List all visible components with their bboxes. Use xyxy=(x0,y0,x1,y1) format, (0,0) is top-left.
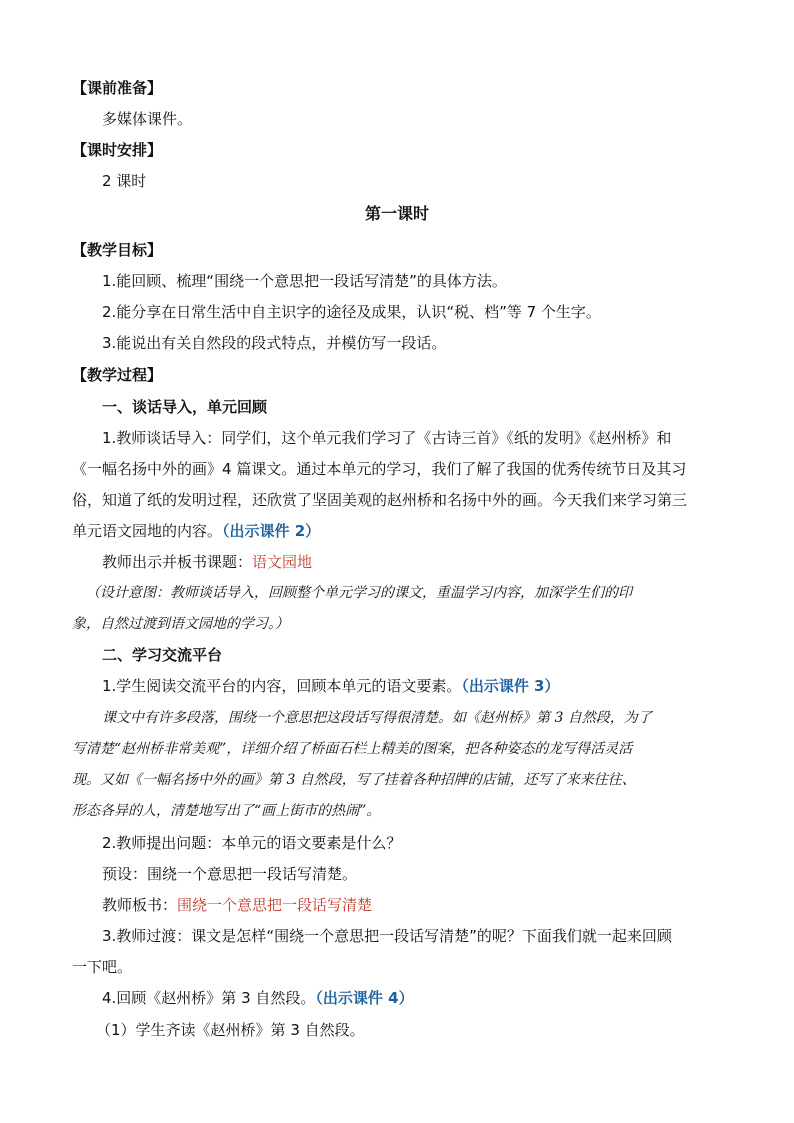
paragraph-1-line-2: 《一幅名扬中外的画》4 篇课文。通过本单元的学习，我们了解了我国的优秀传统节日及其习 xyxy=(72,460,687,478)
paragraph-6 xyxy=(102,895,724,915)
design-intent-line-1: （设计意图：教师谈话导入，回顾整个单元学习的课文，重温学习内容，加深学生们的印 xyxy=(86,585,632,601)
paragraph-3 xyxy=(102,676,724,696)
paragraph-8 xyxy=(102,988,724,1008)
process-header: 【教学过程】 xyxy=(72,366,163,384)
paragraph-6-prefix: 教师板书： xyxy=(102,896,178,914)
paragraph-9: （1）学生齐读《赵州桥》第 3 自然段。 xyxy=(96,1021,365,1039)
quote-line-1: 课文中有许多段落，围绕一个意思把这段话写得很清楚。如《赵州桥》第 3 自然段，为了 xyxy=(102,710,652,726)
design-intent-line-2: 象，自然过渡到语文园地的学习。） xyxy=(72,616,289,632)
schedule-text: 2 课时 xyxy=(102,172,147,190)
goals-header: 【教学目标】 xyxy=(72,241,163,259)
paragraph-1-line-4 xyxy=(72,521,724,541)
lesson-title: 第一课时 xyxy=(364,204,429,223)
paragraph-8-text: 4.回顾《赵州桥》第 3 自然段。 xyxy=(102,989,316,1007)
prep-header: 【课前准备】 xyxy=(72,79,163,97)
paragraph-7-line-2: 一下吧。 xyxy=(72,958,133,976)
paragraph-7-line-1: 3.教师过渡：课文是怎样“围绕一个意思把一段话写清楚”的呢？下面我们就一起来回顾 xyxy=(102,927,672,945)
courseware-3-note: （出示课件 3） xyxy=(461,677,560,695)
schedule-header: 【课时安排】 xyxy=(72,141,163,159)
paragraph-2-prefix: 教师出示并板书课题： xyxy=(102,553,253,571)
paragraph-2-topic: 语文园地 xyxy=(252,553,313,571)
paragraph-4: 2.教师提出问题：本单元的语文要素是什么？ xyxy=(102,834,402,852)
quote-line-4: 形态各异的人，清楚地写出了“画上街市的热闹”。 xyxy=(72,803,381,819)
quote-line-3: 现。又如《一幅名扬中外的画》第 3 自然段，写了挂着各种招牌的店铺，还写了来来往往、 xyxy=(72,772,636,788)
paragraph-5: 预设：围绕一个意思把一段话写清楚。 xyxy=(102,865,358,883)
paragraph-1-line-1: 1.教师谈话导入：同学们，这个单元我们学习了《古诗三首》《纸的发明》《赵州桥》和 xyxy=(102,429,672,447)
prep-text: 多媒体课件。 xyxy=(102,110,193,128)
paragraph-3-text: 1.学生阅读交流平台的内容，回顾本单元的语文要素。 xyxy=(102,677,462,695)
paragraph-2 xyxy=(102,552,724,572)
goal-3: 3.能说出有关自然段的段式特点，并模仿写一段话。 xyxy=(102,334,447,352)
courseware-4-note: （出示课件 4） xyxy=(315,989,414,1007)
courseware-2-note: （出示课件 2） xyxy=(222,522,321,540)
part1-title: 一、谈话导入，单元回顾 xyxy=(102,398,268,416)
quote-line-2: 写清楚“赵州桥非常美观”，详细介绍了桥面石栏上精美的图案，把各种姿态的龙写得活灵活 xyxy=(72,741,633,757)
board-writing: 围绕一个意思把一段话写清楚 xyxy=(177,896,373,914)
part2-title: 二、学习交流平台 xyxy=(102,646,223,664)
goal-2: 2.能分享在日常生活中自主识字的途径及成果，认识“税、档”等 7 个生字。 xyxy=(102,303,601,321)
paragraph-1-line-3: 俗，知道了纸的发明过程，还欣赏了坚固美观的赵州桥和名扬中外的画。今天我们来学习第三 xyxy=(72,491,688,509)
goal-1: 1.能回顾、梳理“围绕一个意思把一段话写清楚”的具体方法。 xyxy=(102,272,507,290)
paragraph-1-text: 单元语文园地的内容。 xyxy=(72,522,223,540)
